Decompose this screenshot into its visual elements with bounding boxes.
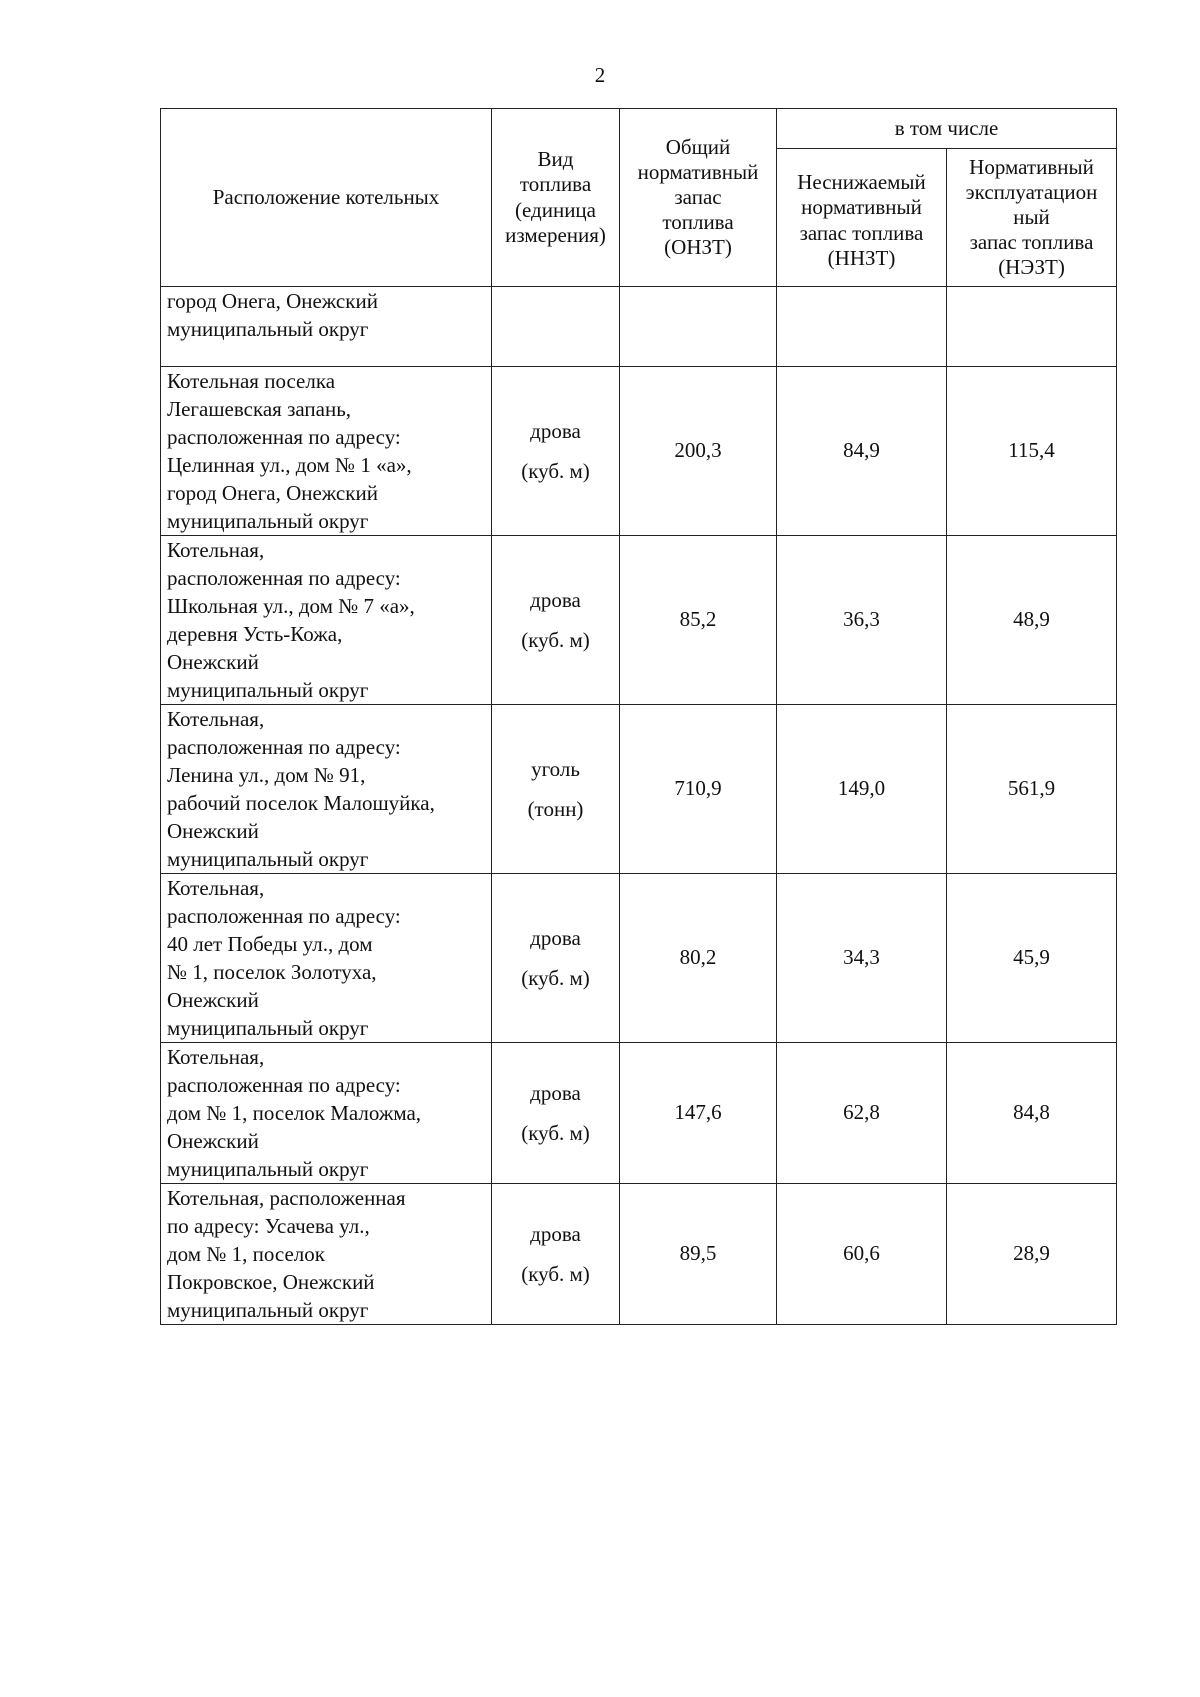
boiler-location [161, 874, 492, 1043]
nnzt-value: 84,9 [777, 367, 947, 536]
location-line: расположенная по адресу: [167, 735, 401, 759]
location-line: расположенная по адресу: [167, 1073, 401, 1097]
location-line: Котельная, [167, 1045, 265, 1069]
nezt-value: 115,4 [947, 367, 1117, 536]
location-line: расположенная по адресу: [167, 904, 401, 928]
header-fuel-type [492, 109, 620, 287]
header-total-line: топлива [662, 210, 734, 235]
location-line: Покровское, Онежский [167, 1270, 375, 1294]
table-row [161, 367, 1117, 536]
location-line: Онежский [167, 988, 259, 1012]
location-line: расположенная по адресу: [167, 425, 401, 449]
fuel-type-cell [492, 1043, 620, 1184]
nnzt-value: 149,0 [777, 705, 947, 874]
nnzt-value: 62,8 [777, 1043, 947, 1184]
nnzt-value: 60,6 [777, 1184, 947, 1325]
location-line: 40 лет Победы ул., дом [167, 932, 373, 956]
header-fuel-type-line: (единица [515, 197, 596, 222]
onzt-value: 89,5 [620, 1184, 777, 1325]
header-nezt-line: эксплуатацион [965, 179, 1098, 204]
location-line: муниципальный округ [167, 1016, 369, 1040]
header-total-reserve [620, 109, 777, 287]
table-row [161, 536, 1117, 705]
fuel-name: дрова [530, 926, 581, 950]
fuel-unit: (куб. м) [521, 459, 590, 483]
fuel-unit: (куб. м) [521, 1121, 590, 1145]
fuel-unit: (куб. м) [521, 628, 590, 652]
boiler-location [161, 1043, 492, 1184]
header-nnzt [777, 149, 947, 287]
group-row [161, 287, 1117, 367]
fuel-unit: (куб. м) [521, 1262, 590, 1286]
location-line: Легашевская запань, [167, 397, 352, 421]
header-nezt-line: Нормативный [969, 154, 1094, 179]
nezt-value: 28,9 [947, 1184, 1117, 1325]
fuel-name: дрова [530, 1081, 581, 1105]
header-fuel-type-line: Вид [537, 147, 574, 172]
fuel-type-cell [492, 705, 620, 874]
empty-cell [492, 287, 620, 367]
location-line: город Онега, Онежский [167, 481, 378, 505]
location-line: муниципальный округ [167, 317, 369, 341]
location-line: Целинная ул., дом № 1 «а», [167, 453, 412, 477]
empty-cell [620, 287, 777, 367]
fuel-name: дрова [530, 1222, 581, 1246]
group-location [161, 287, 492, 367]
fuel-unit: (тонн) [527, 797, 584, 821]
location-line: муниципальный округ [167, 1157, 369, 1181]
header-nnzt-line: (ННЗТ) [827, 245, 896, 270]
fuel-type-cell [492, 874, 620, 1043]
table-row [161, 1184, 1117, 1325]
location-line: рабочий поселок Малошуйка, [167, 791, 435, 815]
fuel-name: уголь [531, 757, 580, 781]
boiler-location [161, 536, 492, 705]
location-line: Котельная, расположенная [167, 1186, 406, 1210]
location-line: муниципальный округ [167, 1298, 369, 1322]
location-line: Ленина ул., дом № 91, [167, 763, 366, 787]
header-nnzt-line: запас топлива [799, 220, 924, 245]
header-nnzt-line: Неснижаемый [797, 170, 926, 195]
onzt-value: 80,2 [620, 874, 777, 1043]
nezt-value: 561,9 [947, 705, 1117, 874]
onzt-value: 200,3 [620, 367, 777, 536]
table-header [161, 109, 1117, 287]
table-row [161, 1043, 1117, 1184]
header-total-line: Общий [665, 134, 731, 159]
location-line: расположенная по адресу: [167, 566, 401, 590]
header-nnzt-line: нормативный [801, 195, 922, 220]
nnzt-value: 34,3 [777, 874, 947, 1043]
location-line: дом № 1, поселок [167, 1242, 325, 1266]
nezt-value: 84,8 [947, 1043, 1117, 1184]
location-line: Онежский [167, 1129, 259, 1153]
header-total-line: нормативный [637, 159, 759, 184]
nezt-value: 48,9 [947, 536, 1117, 705]
header-total-line: (ОНЗТ) [664, 235, 732, 260]
header-fuel-type-line: топлива [519, 172, 592, 197]
header-nezt-line: запас топлива [969, 230, 1094, 255]
header-total-line: запас [674, 184, 722, 209]
onzt-value: 147,6 [620, 1043, 777, 1184]
location-line: Котельная, [167, 707, 265, 731]
header-location: Расположение котельных [161, 109, 492, 287]
location-line: муниципальный округ [167, 847, 369, 871]
location-line: по адресу: Усачева ул., [167, 1214, 370, 1238]
location-line: Котельная, [167, 876, 265, 900]
header-nezt-line: ный [1013, 204, 1050, 229]
page-number: 2 [594, 63, 606, 87]
location-line: деревня Усть-Кожа, [167, 622, 343, 646]
location-line: № 1, поселок Золотуха, [167, 960, 377, 984]
location-line: дом № 1, поселок Маложма, [167, 1101, 422, 1125]
fuel-name: дрова [530, 419, 581, 443]
header-including: в том числе [777, 109, 1117, 149]
table-row [161, 705, 1117, 874]
table-body [161, 287, 1117, 1325]
location-line: Школьная ул., дом № 7 «а», [167, 594, 415, 618]
location-line: Котельная поселка [167, 369, 336, 393]
location-line: муниципальный округ [167, 678, 369, 702]
table-row [161, 874, 1117, 1043]
boiler-location [161, 367, 492, 536]
location-line: Котельная, [167, 538, 265, 562]
header-nezt-line: (НЭЗТ) [998, 255, 1065, 280]
boiler-location [161, 705, 492, 874]
fuel-reserve-table [160, 108, 1117, 1325]
boiler-location [161, 1184, 492, 1325]
fuel-type-cell [492, 1184, 620, 1325]
fuel-name: дрова [530, 588, 581, 612]
fuel-type-cell [492, 536, 620, 705]
nezt-value: 45,9 [947, 874, 1117, 1043]
location-line: муниципальный округ [167, 509, 369, 533]
empty-cell [777, 287, 947, 367]
location-line: Онежский [167, 819, 259, 843]
location-line: город Онега, Онежский [167, 289, 378, 313]
location-line: Онежский [167, 650, 259, 674]
header-fuel-type-line: измерения) [505, 222, 606, 247]
nnzt-value: 36,3 [777, 536, 947, 705]
empty-cell [947, 287, 1117, 367]
header-nezt [947, 149, 1117, 287]
onzt-value: 710,9 [620, 705, 777, 874]
fuel-type-cell [492, 367, 620, 536]
fuel-unit: (куб. м) [521, 966, 590, 990]
onzt-value: 85,2 [620, 536, 777, 705]
